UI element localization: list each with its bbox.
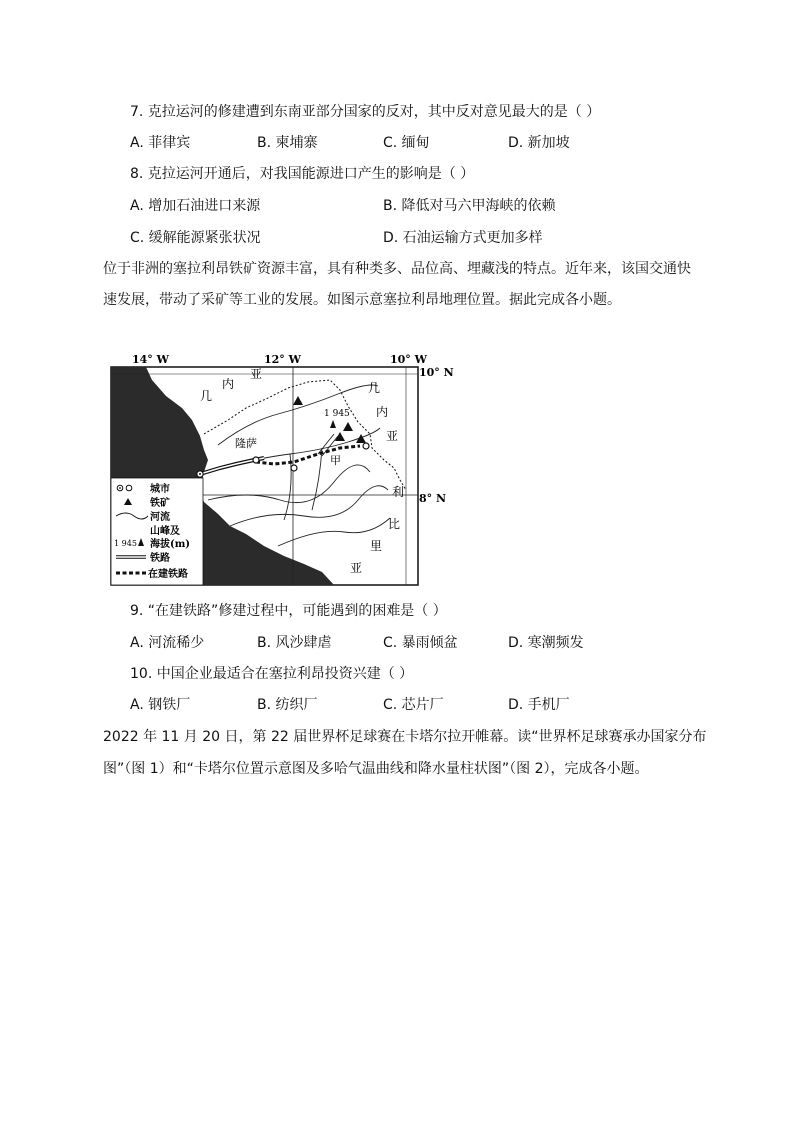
- legend-peak-label-2: 海拔(m): [150, 539, 191, 550]
- legend-peak-label: 山峰及: [150, 526, 180, 537]
- guinea-label-west-3: 亚: [250, 367, 263, 381]
- passage-qatar-line-2: 图”（图 1）和“卡塔尔位置示意图及多哈气温曲线和降水量柱状图”（图 2），完成各小题。: [103, 761, 649, 777]
- legend-railway-label: 铁路: [150, 553, 170, 564]
- lon-label-10w: 10° W: [390, 353, 427, 366]
- question-9-option-d: D. 寒潮频发: [508, 635, 584, 651]
- lon-label-12w: 12° W: [264, 353, 301, 366]
- sierra-leone-map: [108, 350, 454, 588]
- question-7-option-a: A. 菲律宾: [130, 135, 191, 151]
- question-7-option-d: D. 新加坡: [508, 135, 570, 151]
- question-8-option-b: B. 降低对马六甲海峡的依赖: [383, 198, 556, 214]
- guinea-label-east-2: 内: [376, 405, 389, 419]
- city-label-lungi: 隆萨: [235, 437, 257, 450]
- legend-city-label: 城市: [150, 484, 170, 495]
- guinea-label-east-1: 几: [368, 381, 381, 395]
- legend-city-icon-b: [126, 485, 132, 491]
- passage-qatar-line-1: 2022 年 11 月 20 日，第 22 届世界杯足球赛在卡塔尔拉开帷幕。读“世界杯足球赛承办国家分布: [103, 729, 707, 745]
- question-10-option-c: C. 芯片厂: [383, 697, 444, 713]
- city-lungi-marker: [253, 457, 259, 463]
- peak-elevation-label: 1 945: [324, 409, 350, 419]
- guinea-label-east-3: 亚: [386, 429, 399, 443]
- passage-sierra-line-2: 速发展，带动了采矿等工业的发展。如图示意塞拉利昂地理位置。据此完成各小题。: [103, 292, 621, 308]
- guinea-label-west-2: 内: [222, 377, 235, 391]
- legend-peak-sample: 1 945: [114, 539, 137, 548]
- question-7-stem: 7. 克拉运河的修建遭到东南亚部分国家的反对，其中反对意见最大的是（ ）: [130, 104, 601, 120]
- question-10-option-a: A. 钢铁厂: [130, 697, 191, 713]
- question-7-option-b: B. 柬埔寨: [257, 135, 318, 151]
- question-9-stem: 9. “在建铁路”修建过程中，可能遇到的困难是（ ）: [130, 603, 447, 619]
- question-10-stem: 10. 中国企业最适合在塞拉利昂投资兴建（ ）: [130, 666, 414, 682]
- question-9-option-c: C. 暴雨倾盆: [383, 635, 458, 651]
- question-8-stem: 8. 克拉运河开通后，对我国能源进口产生的影响是（ ）: [130, 166, 475, 182]
- question-8-option-c: C. 缓解能源紧张状况: [130, 230, 261, 246]
- legend-railway-building-label: 在建铁路: [148, 569, 188, 580]
- question-10-option-b: B. 纺织厂: [257, 697, 318, 713]
- question-8-option-a: A. 增加石油进口来源: [130, 198, 261, 214]
- passage-sierra-line-1: 位于非洲的塞拉利昂铁矿资源丰富，具有种类多、品位高、埋藏浅的特点。近年来，该国交通快: [103, 261, 691, 277]
- lat-label-10n: 10° N: [419, 366, 454, 379]
- liberia-label-4: 亚: [350, 561, 363, 575]
- legend-iron-label: 铁矿: [150, 498, 170, 509]
- legend-river-label: 河流: [150, 512, 170, 523]
- city-capital-dot: [199, 473, 201, 475]
- guinea-label-west-1: 几: [200, 389, 213, 403]
- question-9-option-b: B. 风沙肆虐: [257, 635, 332, 651]
- mark-jia-label: 甲: [330, 454, 341, 467]
- question-10-option-d: D. 手机厂: [508, 697, 570, 713]
- lat-label-8n: 8° N: [419, 492, 447, 505]
- city-marker-2: [291, 465, 297, 471]
- question-7-option-c: C. 缅甸: [383, 135, 430, 151]
- liberia-label-1: 利: [392, 485, 405, 499]
- liberia-label-3: 里: [370, 539, 383, 553]
- question-8-option-d: D. 石油运输方式更加多样: [383, 230, 543, 246]
- liberia-label-2: 比: [388, 517, 401, 531]
- question-9-option-a: A. 河流稀少: [130, 635, 205, 651]
- city-marker-3: [363, 443, 369, 449]
- lon-label-14w: 14° W: [132, 353, 169, 366]
